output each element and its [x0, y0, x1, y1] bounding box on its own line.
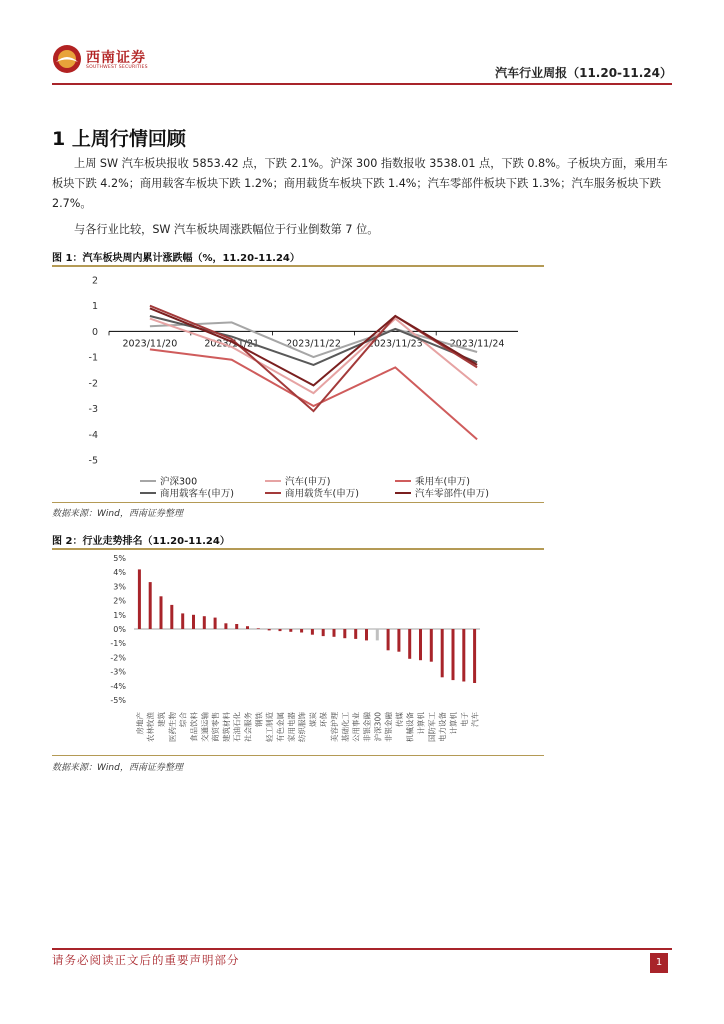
- x-tick-label: 计算机: [416, 712, 426, 735]
- figure2-source: 数据来源：Wind，西南证券整理: [52, 763, 183, 773]
- y-tick-label: 0%: [113, 625, 126, 634]
- figure1-source: 数据来源：Wind，西南证券整理: [52, 509, 183, 519]
- figure1-line-chart: [52, 268, 544, 504]
- bar: [279, 629, 282, 631]
- bar: [441, 629, 444, 677]
- x-tick-label: 电子: [459, 712, 469, 727]
- x-tick-label: 美容护理: [330, 712, 339, 742]
- figure2-bar-chart: [52, 550, 544, 754]
- paragraph-industry-rank: 与各行业比较，SW 汽车板块周涨跌幅位于行业倒数第 7 位。: [74, 223, 379, 236]
- y-tick-label: 5%: [113, 554, 126, 563]
- y-tick-label: -1%: [110, 639, 126, 649]
- y-tick-label: -4: [88, 429, 98, 441]
- y-tick-label: 0: [91, 326, 98, 338]
- bar: [333, 629, 336, 637]
- y-tick-label: -2%: [110, 653, 126, 663]
- bar: [235, 624, 238, 629]
- x-tick-label: 基础化工: [340, 712, 350, 742]
- y-tick-label: -2: [88, 378, 98, 390]
- paragraph-market-summary: 上周 SW 汽车板块报收 5853.42 点，下跌 2.1%。沪深 300 指数报收 3538.01 点，下跌 0.8%。子板块方面，乘用车板块下跌 4.2%；商用载客车板块下跌 1.2%；商用载货车板块下跌 1.4%；汽车零部件板块下跌 1.3%；汽车服务板块下跌 2.7%。: [52, 157, 668, 210]
- legend-label: 汽车(申万): [285, 476, 331, 488]
- legend-label: 乘用车(申万): [415, 476, 470, 488]
- x-tick-label: 传媒: [394, 712, 404, 727]
- section-title: 1 上周行情回顾: [52, 128, 186, 150]
- x-tick-label: 2023/11/24: [449, 338, 505, 350]
- series-line: [150, 349, 477, 439]
- y-tick-label: 1: [91, 301, 98, 313]
- logo-mark-icon: [52, 44, 82, 74]
- x-tick-label: 社会服务: [243, 712, 253, 742]
- y-tick-label: -3: [88, 404, 98, 416]
- bar: [246, 626, 249, 629]
- bar: [473, 629, 476, 683]
- bar: [397, 629, 400, 652]
- x-tick-label: 综合: [178, 712, 188, 727]
- x-tick-label: 钢铁: [254, 712, 264, 727]
- bar: [268, 629, 271, 630]
- x-tick-label: 煤炭: [308, 712, 318, 727]
- x-tick-label: 2023/11/22: [286, 338, 341, 350]
- x-tick-label: 建筑: [157, 712, 166, 727]
- x-tick-label: 食品饮料: [189, 712, 199, 742]
- x-tick-label: 环保: [319, 712, 329, 727]
- figure1-bottom-rule: [52, 502, 544, 503]
- bar: [419, 629, 422, 660]
- bar: [203, 616, 206, 629]
- header-divider: [52, 83, 672, 85]
- x-tick-label: 轻工制造: [265, 712, 275, 742]
- x-tick-label: 房地产: [135, 712, 145, 735]
- x-tick-label: 有色金属: [276, 712, 285, 742]
- bar: [289, 629, 292, 632]
- x-tick-label: 非银金融: [384, 712, 394, 742]
- bar: [322, 629, 325, 636]
- x-tick-label: 国防军工: [427, 712, 437, 742]
- bar: [149, 582, 152, 629]
- figure1-label: 图 1：汽车板块周内累计涨跌幅（%，11.20-11.24）: [52, 253, 300, 264]
- x-tick-label: 非银金融: [362, 712, 372, 742]
- y-tick-label: 2%: [113, 596, 126, 606]
- figure1-top-rule: [52, 265, 544, 267]
- y-tick-label: 2: [91, 275, 98, 287]
- x-tick-label: 商贸零售: [211, 712, 221, 742]
- footer-disclaimer: 请务必阅读正文后的重要声明部分: [52, 953, 240, 967]
- legend-label: 商用载货车(申万): [285, 488, 359, 500]
- page-number: 1: [650, 953, 668, 973]
- legend-label: 沪深300: [160, 476, 198, 488]
- bar: [376, 629, 379, 640]
- y-tick-label: -4%: [110, 681, 126, 691]
- x-tick-label: 沪深300: [373, 712, 383, 742]
- bar: [138, 569, 141, 629]
- x-tick-label: 电力设备: [438, 712, 448, 742]
- bar: [452, 629, 455, 680]
- bar: [311, 629, 314, 635]
- y-tick-label: 3%: [113, 582, 126, 592]
- y-tick-label: -5%: [110, 696, 126, 705]
- x-tick-label: 2023/11/21: [204, 338, 260, 350]
- x-tick-label: 公用事业: [351, 712, 361, 742]
- bar: [192, 615, 195, 629]
- bar: [462, 629, 465, 682]
- x-tick-label: 交通运输: [200, 712, 210, 742]
- x-tick-label: 汽车: [470, 712, 480, 727]
- legend-label: 商用载客车(申万): [160, 488, 234, 500]
- x-tick-label: 计算机: [449, 712, 458, 735]
- x-tick-label: 家用电器: [286, 712, 296, 742]
- bar: [170, 605, 173, 629]
- bar: [181, 613, 184, 629]
- x-tick-label: 2023/11/20: [122, 338, 178, 350]
- y-tick-label: 4%: [113, 568, 126, 578]
- x-tick-label: 农林牧渔: [146, 712, 156, 742]
- figure2-label: 图 2：行业走势排名（11.20-11.24）: [52, 536, 230, 547]
- x-tick-label: 建筑材料: [221, 712, 231, 742]
- bar: [300, 629, 303, 633]
- y-tick-label: -1: [88, 352, 98, 364]
- bar: [224, 623, 227, 629]
- logo-subtext: SOUTHWEST SECURITIES: [86, 65, 148, 70]
- footer-divider: [52, 948, 672, 950]
- bar: [160, 596, 163, 629]
- bar: [257, 628, 260, 629]
- x-tick-label: 纺织服饰: [297, 712, 307, 742]
- bar: [408, 629, 411, 659]
- x-tick-label: 医药生物: [167, 712, 177, 742]
- bar: [365, 629, 368, 640]
- bar: [430, 629, 433, 662]
- y-tick-label: -3%: [110, 667, 126, 677]
- x-tick-label: 2023/11/23: [367, 338, 423, 350]
- report-title: 汽车行业周报（11.20-11.24）: [495, 66, 672, 80]
- bar: [387, 629, 390, 650]
- bar: [354, 629, 357, 639]
- x-tick-label: 石油石化: [232, 712, 242, 742]
- logo: [52, 44, 152, 74]
- y-tick-label: 1%: [113, 610, 126, 620]
- bar: [343, 629, 346, 638]
- legend-label: 汽车零部件(申万): [415, 488, 489, 500]
- figure2-bottom-rule: [52, 755, 544, 756]
- logo-text: 西南证券: [86, 50, 146, 66]
- bar: [214, 618, 217, 629]
- x-tick-label: 机械设备: [405, 712, 415, 742]
- y-tick-label: -5: [88, 455, 98, 467]
